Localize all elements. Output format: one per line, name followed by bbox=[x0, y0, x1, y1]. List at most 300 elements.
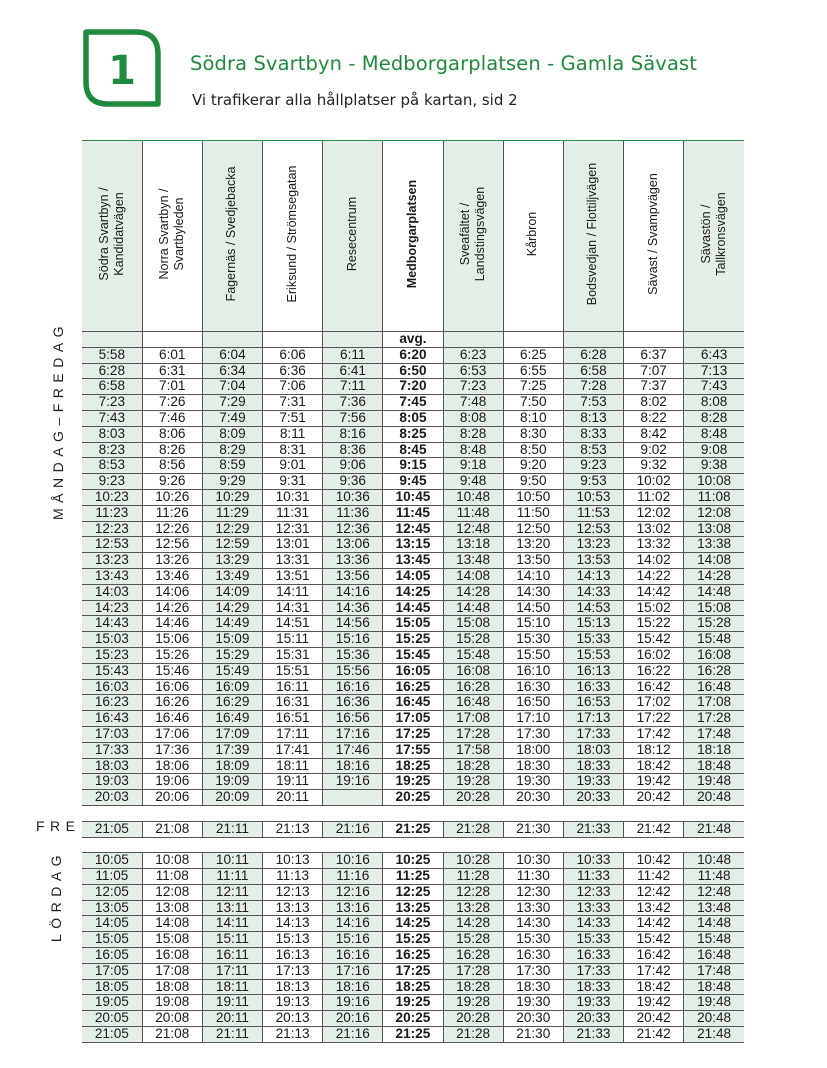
departure-time: 18:48 bbox=[684, 758, 744, 774]
departure-time: 19:16 bbox=[323, 774, 383, 790]
departure-time: 8:50 bbox=[503, 442, 563, 458]
departure-time: 7:29 bbox=[202, 395, 262, 411]
departure-time: 8:06 bbox=[142, 426, 202, 442]
departure-time: 14:02 bbox=[624, 553, 684, 569]
departure-time: 21:33 bbox=[563, 821, 623, 837]
departure-time: 14:11 bbox=[202, 916, 262, 932]
timetable-row bbox=[82, 790, 744, 806]
departure-time: 14:13 bbox=[263, 916, 323, 932]
departure-time: 14:43 bbox=[82, 616, 142, 632]
departure-time: 6:25 bbox=[503, 347, 563, 363]
departure-time: 11:48 bbox=[684, 869, 744, 885]
departure-time: 16:02 bbox=[624, 647, 684, 663]
departure-time: 14:28 bbox=[443, 916, 503, 932]
timetable-row bbox=[82, 948, 744, 964]
departure-time: 15:30 bbox=[503, 632, 563, 648]
departure-time: 15:49 bbox=[202, 663, 262, 679]
departure-time: 20:28 bbox=[443, 1011, 503, 1027]
departure-time: 7:51 bbox=[263, 410, 323, 426]
departure-time: 16:48 bbox=[443, 695, 503, 711]
departure-time: 15:30 bbox=[503, 932, 563, 948]
departure-time: 16:28 bbox=[684, 663, 744, 679]
departure-time: 18:13 bbox=[263, 979, 323, 995]
departure-time: 16:25 bbox=[383, 679, 443, 695]
stop-name bbox=[405, 149, 420, 319]
departure-time: 19:08 bbox=[142, 995, 202, 1011]
departure-time: 14:49 bbox=[202, 616, 262, 632]
departure-time: 15:45 bbox=[383, 647, 443, 663]
departure-time: 21:30 bbox=[503, 821, 563, 837]
departure-time: 10:33 bbox=[563, 853, 623, 869]
empty-cell bbox=[202, 332, 262, 348]
departure-time: 17:55 bbox=[383, 742, 443, 758]
timetable-row bbox=[82, 395, 744, 411]
departure-time: 18:08 bbox=[142, 979, 202, 995]
departure-time: 15:13 bbox=[563, 616, 623, 632]
departure-time: 11:02 bbox=[624, 489, 684, 505]
timetable-row bbox=[82, 963, 744, 979]
departure-time: 15:46 bbox=[142, 663, 202, 679]
timetable-row bbox=[82, 647, 744, 663]
departure-time: 16:30 bbox=[503, 948, 563, 964]
departure-time: 6:20 bbox=[383, 347, 443, 363]
departure-time bbox=[323, 790, 383, 806]
departure-time: 14:46 bbox=[142, 616, 202, 632]
departure-time: 6:28 bbox=[563, 347, 623, 363]
departure-time: 10:08 bbox=[684, 474, 744, 490]
departure-time: 13:51 bbox=[263, 568, 323, 584]
departure-time: 9:23 bbox=[563, 458, 623, 474]
departure-time: 14:45 bbox=[383, 600, 443, 616]
departure-time: 14:08 bbox=[142, 916, 202, 932]
departure-time: 6:34 bbox=[202, 363, 262, 379]
departure-time: 17:41 bbox=[263, 742, 323, 758]
departure-time: 15:06 bbox=[142, 632, 202, 648]
departure-time: 15:08 bbox=[443, 616, 503, 632]
timetable-row bbox=[82, 474, 744, 490]
stop-header bbox=[383, 141, 443, 332]
departure-time: 20:33 bbox=[563, 790, 623, 806]
departure-time: 7:25 bbox=[503, 379, 563, 395]
departure-time: 6:01 bbox=[142, 347, 202, 363]
departure-time: 18:25 bbox=[383, 979, 443, 995]
departure-time: 12:53 bbox=[563, 521, 623, 537]
departure-time: 16:08 bbox=[684, 647, 744, 663]
departure-time: 10:48 bbox=[443, 489, 503, 505]
departure-time: 14:05 bbox=[82, 916, 142, 932]
section-spacer bbox=[82, 805, 744, 821]
departure-time: 16:13 bbox=[563, 663, 623, 679]
departure-time: 21:08 bbox=[142, 821, 202, 837]
departure-time: 19:42 bbox=[624, 774, 684, 790]
departure-time: 10:48 bbox=[684, 853, 744, 869]
stop-name bbox=[585, 149, 600, 319]
departure-time: 6:53 bbox=[443, 363, 503, 379]
stop-name-line: Resecentrum bbox=[344, 196, 359, 272]
departure-time: 12:08 bbox=[684, 505, 744, 521]
departure-time: 15:09 bbox=[202, 632, 262, 648]
departure-time: 7:53 bbox=[563, 395, 623, 411]
timetable-row bbox=[82, 726, 744, 742]
stop-header bbox=[624, 141, 684, 332]
departure-time: 13:48 bbox=[684, 900, 744, 916]
timetable-row bbox=[82, 584, 744, 600]
departure-time: 8:23 bbox=[82, 442, 142, 458]
departure-time: 7:01 bbox=[142, 379, 202, 395]
departure-time: 20:42 bbox=[624, 790, 684, 806]
departure-time: 14:03 bbox=[82, 584, 142, 600]
departure-time: 12:56 bbox=[142, 537, 202, 553]
departure-time: 7:04 bbox=[202, 379, 262, 395]
departure-time: 15:25 bbox=[383, 932, 443, 948]
departure-time: 16:31 bbox=[263, 695, 323, 711]
departure-time: 7:48 bbox=[443, 395, 503, 411]
departure-time: 12:23 bbox=[82, 521, 142, 537]
departure-time: 16:05 bbox=[383, 663, 443, 679]
departure-time: 11:23 bbox=[82, 505, 142, 521]
departure-time: 17:28 bbox=[684, 711, 744, 727]
departure-time: 17:11 bbox=[202, 963, 262, 979]
departure-time: 13:16 bbox=[323, 900, 383, 916]
departure-time: 16:26 bbox=[142, 695, 202, 711]
departure-time: 13:29 bbox=[202, 553, 262, 569]
timetable-row bbox=[82, 616, 744, 632]
stop-name-line: Södra Svartbyn / bbox=[96, 187, 111, 281]
departure-time: 15:48 bbox=[684, 632, 744, 648]
departure-time: 6:43 bbox=[684, 347, 744, 363]
section-label-weekday: MÅNDAG–FREDAG bbox=[50, 320, 66, 520]
departure-time: 12:48 bbox=[684, 884, 744, 900]
timetable-row bbox=[82, 995, 744, 1011]
empty-cell bbox=[624, 332, 684, 348]
departure-time: 13:08 bbox=[142, 900, 202, 916]
departure-time: 17:58 bbox=[443, 742, 503, 758]
departure-time: 7:13 bbox=[684, 363, 744, 379]
departure-time: 21:08 bbox=[142, 1027, 202, 1043]
departure-time: 11:45 bbox=[383, 505, 443, 521]
departure-time: 21:16 bbox=[323, 1027, 383, 1043]
timetable-row bbox=[82, 505, 744, 521]
departure-time: 11:05 bbox=[82, 869, 142, 885]
departure-time: 20:03 bbox=[82, 790, 142, 806]
departure-time: 19:42 bbox=[624, 995, 684, 1011]
departure-time: 14:30 bbox=[503, 916, 563, 932]
departure-time: 6:50 bbox=[383, 363, 443, 379]
stop-header bbox=[82, 141, 142, 332]
departure-time: 14:42 bbox=[624, 584, 684, 600]
departure-time: 8:33 bbox=[563, 426, 623, 442]
departure-time: 14:09 bbox=[202, 584, 262, 600]
departure-time: 21:25 bbox=[383, 1027, 443, 1043]
departure-time: 12:11 bbox=[202, 884, 262, 900]
departure-time: 17:46 bbox=[323, 742, 383, 758]
departure-time: 18:33 bbox=[563, 758, 623, 774]
departure-time: 10:13 bbox=[263, 853, 323, 869]
timetable-row bbox=[82, 489, 744, 505]
departure-time: 21:11 bbox=[202, 821, 262, 837]
departure-time: 17:48 bbox=[684, 726, 744, 742]
stop-name bbox=[224, 149, 239, 319]
timetable-row bbox=[82, 900, 744, 916]
departure-time: 17:13 bbox=[263, 963, 323, 979]
departure-time: 16:48 bbox=[684, 948, 744, 964]
departure-time: 9:26 bbox=[142, 474, 202, 490]
departure-time: 12:50 bbox=[503, 521, 563, 537]
departure-time: 15:08 bbox=[142, 932, 202, 948]
departure-time: 7:31 bbox=[263, 395, 323, 411]
departure-time: 12:02 bbox=[624, 505, 684, 521]
departure-time: 13:32 bbox=[624, 537, 684, 553]
stop-name bbox=[525, 149, 540, 319]
departure-time: 7:11 bbox=[323, 379, 383, 395]
departure-time: 9:02 bbox=[624, 442, 684, 458]
departure-time: 11:36 bbox=[323, 505, 383, 521]
departure-time: 16:11 bbox=[202, 948, 262, 964]
departure-time: 15:25 bbox=[383, 632, 443, 648]
departure-time: 16:42 bbox=[624, 948, 684, 964]
departure-time: 17:36 bbox=[142, 742, 202, 758]
departure-time: 15:48 bbox=[684, 932, 744, 948]
departure-time: 14:33 bbox=[563, 584, 623, 600]
departure-time: 14:53 bbox=[563, 600, 623, 616]
empty-cell bbox=[142, 332, 202, 348]
departure-time: 17:02 bbox=[624, 695, 684, 711]
departure-time: 8:13 bbox=[563, 410, 623, 426]
departure-time: 16:36 bbox=[323, 695, 383, 711]
departure-time: 15:02 bbox=[624, 600, 684, 616]
departure-time: 20:06 bbox=[142, 790, 202, 806]
departure-time: 8:09 bbox=[202, 426, 262, 442]
empty-cell bbox=[503, 332, 563, 348]
departure-time: 12:30 bbox=[503, 884, 563, 900]
spacer-cell bbox=[82, 805, 744, 821]
departure-time: 18:11 bbox=[263, 758, 323, 774]
departure-time: 19:25 bbox=[383, 774, 443, 790]
departure-time: 13:23 bbox=[563, 537, 623, 553]
timetable-row bbox=[82, 521, 744, 537]
departure-time: 15:10 bbox=[503, 616, 563, 632]
departure-time: 18:25 bbox=[383, 758, 443, 774]
departure-time: 19:03 bbox=[82, 774, 142, 790]
timetable-row bbox=[82, 410, 744, 426]
departure-time: 12:53 bbox=[82, 537, 142, 553]
departure-time: 7:06 bbox=[263, 379, 323, 395]
departure-time: 13:49 bbox=[202, 568, 262, 584]
departure-time: 9:32 bbox=[624, 458, 684, 474]
departure-time: 16:29 bbox=[202, 695, 262, 711]
departure-time: 10:30 bbox=[503, 853, 563, 869]
departure-time: 14:31 bbox=[263, 600, 323, 616]
departure-time: 13:23 bbox=[82, 553, 142, 569]
departure-time: 8:22 bbox=[624, 410, 684, 426]
departure-time: 19:25 bbox=[383, 995, 443, 1011]
departure-time: 13:48 bbox=[443, 553, 503, 569]
departure-time: 8:05 bbox=[383, 410, 443, 426]
departure-time: 16:43 bbox=[82, 711, 142, 727]
departure-time: 16:33 bbox=[563, 948, 623, 964]
departure-time: 13:45 bbox=[383, 553, 443, 569]
empty-cell bbox=[684, 332, 744, 348]
route-number: 1 bbox=[108, 48, 136, 94]
departure-time: 14:29 bbox=[202, 600, 262, 616]
departure-time: 12:42 bbox=[624, 884, 684, 900]
timetable-row bbox=[82, 695, 744, 711]
departure-time: 21:25 bbox=[383, 821, 443, 837]
departure-time: 9:18 bbox=[443, 458, 503, 474]
stop-name-line: Sveafältet / bbox=[458, 202, 473, 266]
departure-time: 16:08 bbox=[142, 948, 202, 964]
departure-time: 14:48 bbox=[684, 916, 744, 932]
departure-time: 8:31 bbox=[263, 442, 323, 458]
departure-time: 10:36 bbox=[323, 489, 383, 505]
departure-time: 8:28 bbox=[443, 426, 503, 442]
departure-time: 7:43 bbox=[684, 379, 744, 395]
departure-time: 11:42 bbox=[624, 869, 684, 885]
departure-time: 13:50 bbox=[503, 553, 563, 569]
departure-time: 13:11 bbox=[202, 900, 262, 916]
route-title: Södra Svartbyn - Medborgarplatsen - Gamla Sävast bbox=[190, 52, 698, 75]
departure-time: 20:48 bbox=[684, 790, 744, 806]
departure-time: 10:23 bbox=[82, 489, 142, 505]
departure-time: 13:08 bbox=[684, 521, 744, 537]
departure-time: 18:30 bbox=[503, 758, 563, 774]
timetable-row bbox=[82, 774, 744, 790]
section-label-saturday: LÖRDAG bbox=[48, 849, 64, 943]
departure-time: 8:29 bbox=[202, 442, 262, 458]
departure-time: 14:28 bbox=[684, 568, 744, 584]
departure-time: 9:06 bbox=[323, 458, 383, 474]
departure-time: 15:48 bbox=[443, 647, 503, 663]
departure-time: 8:10 bbox=[503, 410, 563, 426]
departure-time: 18:33 bbox=[563, 979, 623, 995]
departure-time: 11:29 bbox=[202, 505, 262, 521]
departure-time: 20:11 bbox=[202, 1011, 262, 1027]
timetable-row bbox=[82, 932, 744, 948]
stop-name-line: Tallkronsvägen bbox=[714, 192, 729, 276]
stop-name-line: Kandidatvägen bbox=[111, 192, 126, 276]
departure-time: 13:53 bbox=[563, 553, 623, 569]
departure-time: 15:16 bbox=[323, 932, 383, 948]
departure-time: 6:37 bbox=[624, 347, 684, 363]
departure-time: 16:49 bbox=[202, 711, 262, 727]
departure-time: 7:26 bbox=[142, 395, 202, 411]
departure-time: 15:23 bbox=[82, 647, 142, 663]
departure-time: 7:28 bbox=[563, 379, 623, 395]
departure-time: 12:31 bbox=[263, 521, 323, 537]
departure-time: 8:25 bbox=[383, 426, 443, 442]
departure-time: 9:53 bbox=[563, 474, 623, 490]
departure-time: 20:11 bbox=[263, 790, 323, 806]
stop-header-row bbox=[82, 141, 744, 332]
timetable-row bbox=[82, 853, 744, 869]
stop-header bbox=[503, 141, 563, 332]
departure-time: 7:37 bbox=[624, 379, 684, 395]
departure-time: 14:13 bbox=[563, 568, 623, 584]
departure-time: 18:28 bbox=[443, 979, 503, 995]
departure-time: 15:28 bbox=[443, 932, 503, 948]
departure-time: 16:25 bbox=[383, 948, 443, 964]
departure-time: 11:53 bbox=[563, 505, 623, 521]
departure-time: 17:08 bbox=[142, 963, 202, 979]
departure-time: 6:04 bbox=[202, 347, 262, 363]
departure-time: 13:25 bbox=[383, 900, 443, 916]
departure-time: 13:26 bbox=[142, 553, 202, 569]
route-subtitle: Vi trafikerar alla hållplatser på kartan, sid 2 bbox=[192, 91, 518, 109]
departure-time: 19:33 bbox=[563, 774, 623, 790]
departure-time: 17:25 bbox=[383, 726, 443, 742]
departure-time: 16:53 bbox=[563, 695, 623, 711]
departure-time: 18:12 bbox=[624, 742, 684, 758]
departure-time: 8:59 bbox=[202, 458, 262, 474]
departure-time: 12:28 bbox=[443, 884, 503, 900]
departure-time: 21:11 bbox=[202, 1027, 262, 1043]
departure-time: 16:51 bbox=[263, 711, 323, 727]
departure-time: 6:36 bbox=[263, 363, 323, 379]
departure-time: 8:03 bbox=[82, 426, 142, 442]
departure-time: 8:02 bbox=[624, 395, 684, 411]
stop-header bbox=[202, 141, 262, 332]
departure-time: 15:43 bbox=[82, 663, 142, 679]
departure-time: 17:48 bbox=[684, 963, 744, 979]
stop-name bbox=[646, 149, 661, 319]
departure-time: 14:10 bbox=[503, 568, 563, 584]
departure-time: 10:26 bbox=[142, 489, 202, 505]
stop-header bbox=[684, 141, 744, 332]
departure-time: 12:29 bbox=[202, 521, 262, 537]
departure-time: 12:25 bbox=[383, 884, 443, 900]
departure-time: 14:23 bbox=[82, 600, 142, 616]
departure-time: 7:45 bbox=[383, 395, 443, 411]
departure-time: 10:02 bbox=[624, 474, 684, 490]
departure-time: 13:28 bbox=[443, 900, 503, 916]
departure-time: 20:33 bbox=[563, 1011, 623, 1027]
section-label-friday: FRE bbox=[36, 818, 81, 834]
departure-time: 8:08 bbox=[443, 410, 503, 426]
stop-name bbox=[97, 149, 127, 319]
departure-time: 17:28 bbox=[443, 726, 503, 742]
departure-time: 16:03 bbox=[82, 679, 142, 695]
departure-time: 21:28 bbox=[443, 821, 503, 837]
departure-time: 20:30 bbox=[503, 790, 563, 806]
departure-time: 6:55 bbox=[503, 363, 563, 379]
departure-time: 6:41 bbox=[323, 363, 383, 379]
departure-time: 8:30 bbox=[503, 426, 563, 442]
departure-time: 17:33 bbox=[563, 963, 623, 979]
departure-time: 10:45 bbox=[383, 489, 443, 505]
departure-time: 7:36 bbox=[323, 395, 383, 411]
departure-time: 16:56 bbox=[323, 711, 383, 727]
departure-time: 13:38 bbox=[684, 537, 744, 553]
departure-time: 6:23 bbox=[443, 347, 503, 363]
departure-time: 7:23 bbox=[443, 379, 503, 395]
departure-time: 8:48 bbox=[684, 426, 744, 442]
timetable-row bbox=[82, 1011, 744, 1027]
departure-time: 10:11 bbox=[202, 853, 262, 869]
departure-time: 21:13 bbox=[263, 1027, 323, 1043]
departure-time: 19:06 bbox=[142, 774, 202, 790]
departure-time: 15:08 bbox=[684, 600, 744, 616]
departure-time: 18:42 bbox=[624, 758, 684, 774]
departure-time: 15:42 bbox=[624, 932, 684, 948]
departure-time: 7:50 bbox=[503, 395, 563, 411]
departure-time: 11:50 bbox=[503, 505, 563, 521]
departure-time: 17:03 bbox=[82, 726, 142, 742]
departure-time: 19:13 bbox=[263, 995, 323, 1011]
departure-time: 14:28 bbox=[443, 584, 503, 600]
departure-time: 17:33 bbox=[563, 726, 623, 742]
departure-time: 11:16 bbox=[323, 869, 383, 885]
departure-time: 12:08 bbox=[142, 884, 202, 900]
